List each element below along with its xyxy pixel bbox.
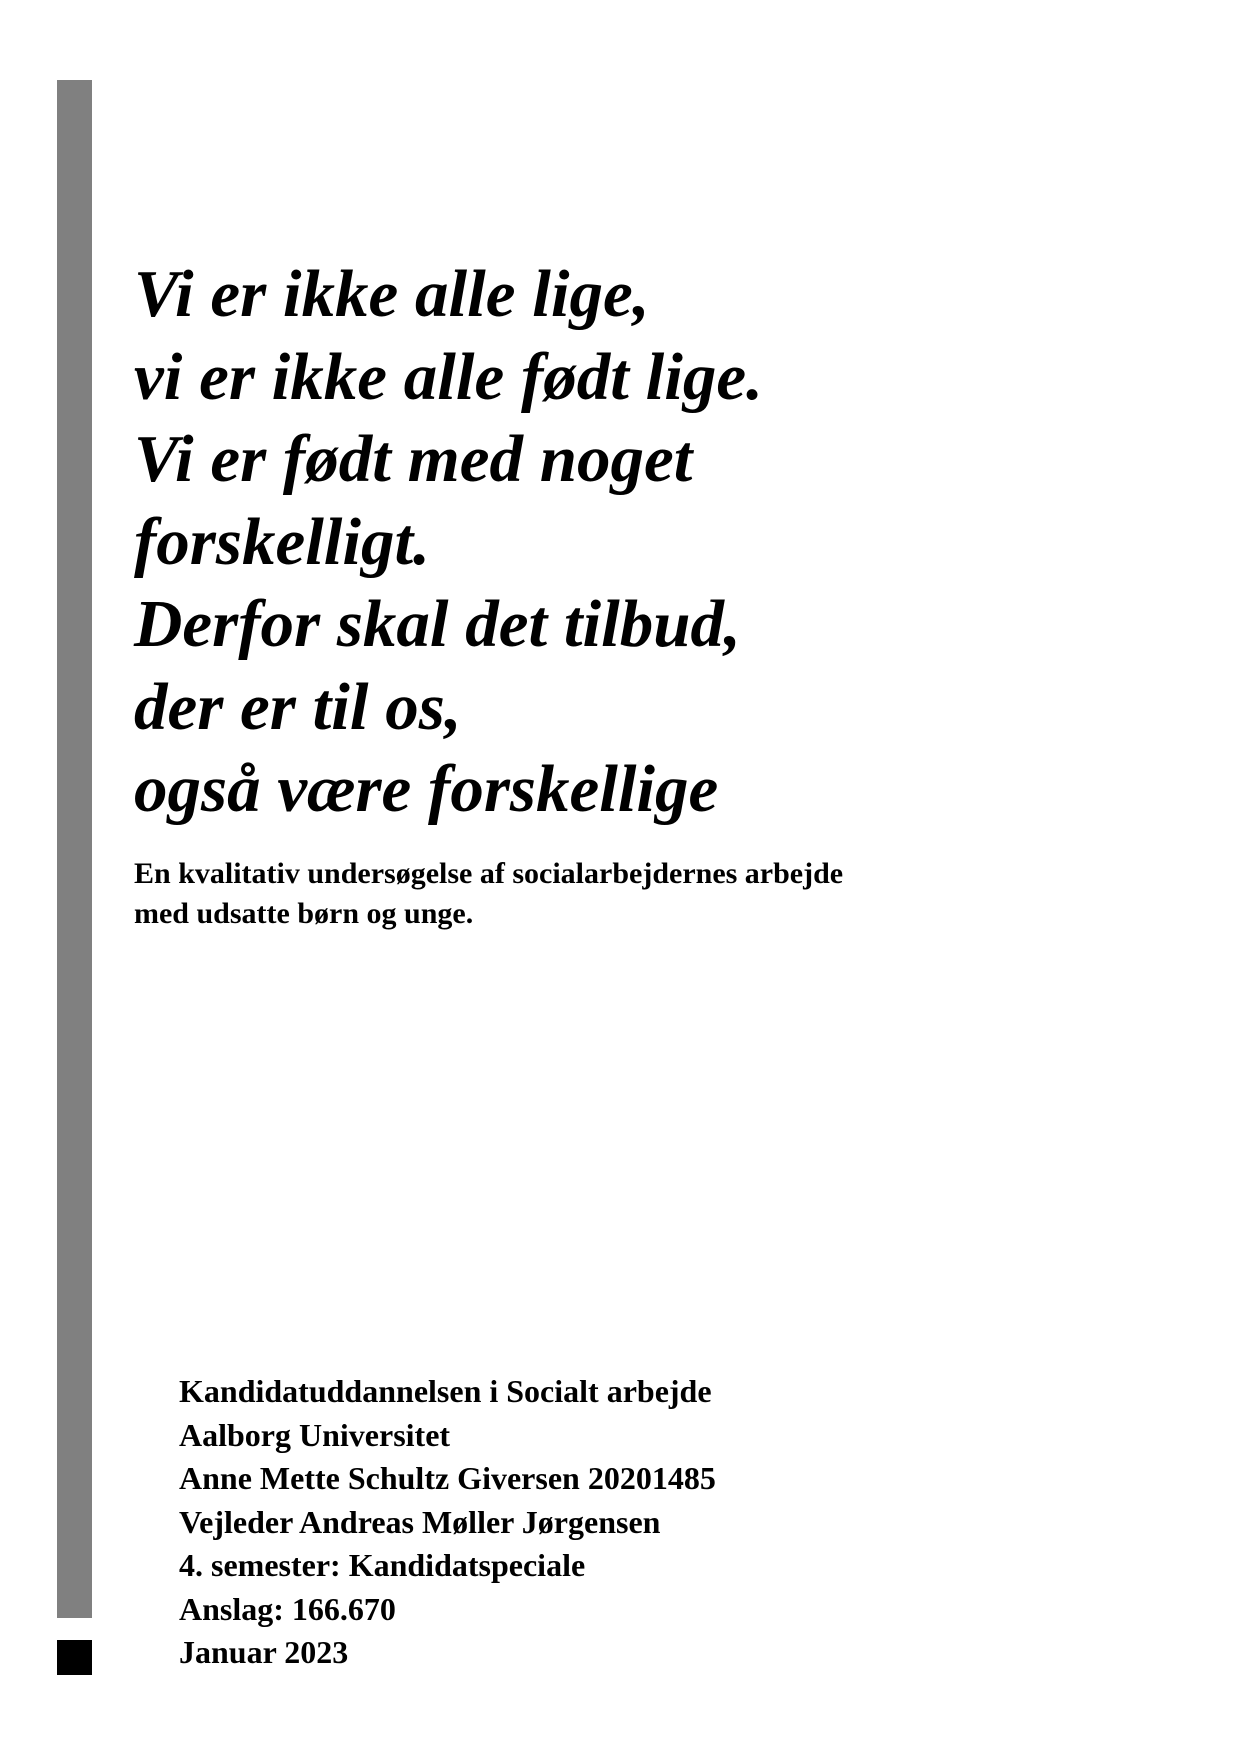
decorative-side-square xyxy=(57,1640,92,1675)
subtitle-line: En kvalitativ undersøgelse af socialarbejdernes arbejde xyxy=(134,857,844,890)
author-name: Anne Mette Schultz Giversen 20201485 xyxy=(179,1460,716,1496)
title-line: der er til os, xyxy=(134,669,462,744)
title-line: vi er ikke alle født lige. xyxy=(134,339,763,414)
cover-subtitle xyxy=(134,854,1184,934)
cover-title xyxy=(134,253,1184,831)
decorative-side-bar xyxy=(57,80,92,1618)
program-name: Kandidatuddannelsen i Socialt arbejde xyxy=(179,1373,712,1409)
title-line: Vi er ikke alle lige, xyxy=(134,257,650,331)
thesis-info xyxy=(179,1370,1079,1675)
title-line: også være forskellige xyxy=(134,752,719,826)
character-count: Anslag: 166.670 xyxy=(179,1590,396,1627)
semester-info: 4. semester: Kandidatspeciale xyxy=(179,1547,586,1583)
university-name: Aalborg Universitet xyxy=(179,1416,451,1453)
title-line: forskelligt. xyxy=(134,504,430,579)
submission-date: Januar 2023 xyxy=(179,1634,349,1670)
supervisor-name: Vejleder Andreas Møller Jørgensen xyxy=(179,1503,661,1540)
subtitle-line: med udsatte børn og unge. xyxy=(134,897,474,930)
title-line: Vi er født med noget xyxy=(134,422,693,496)
title-line: Derfor skal det tilbud, xyxy=(134,587,741,661)
